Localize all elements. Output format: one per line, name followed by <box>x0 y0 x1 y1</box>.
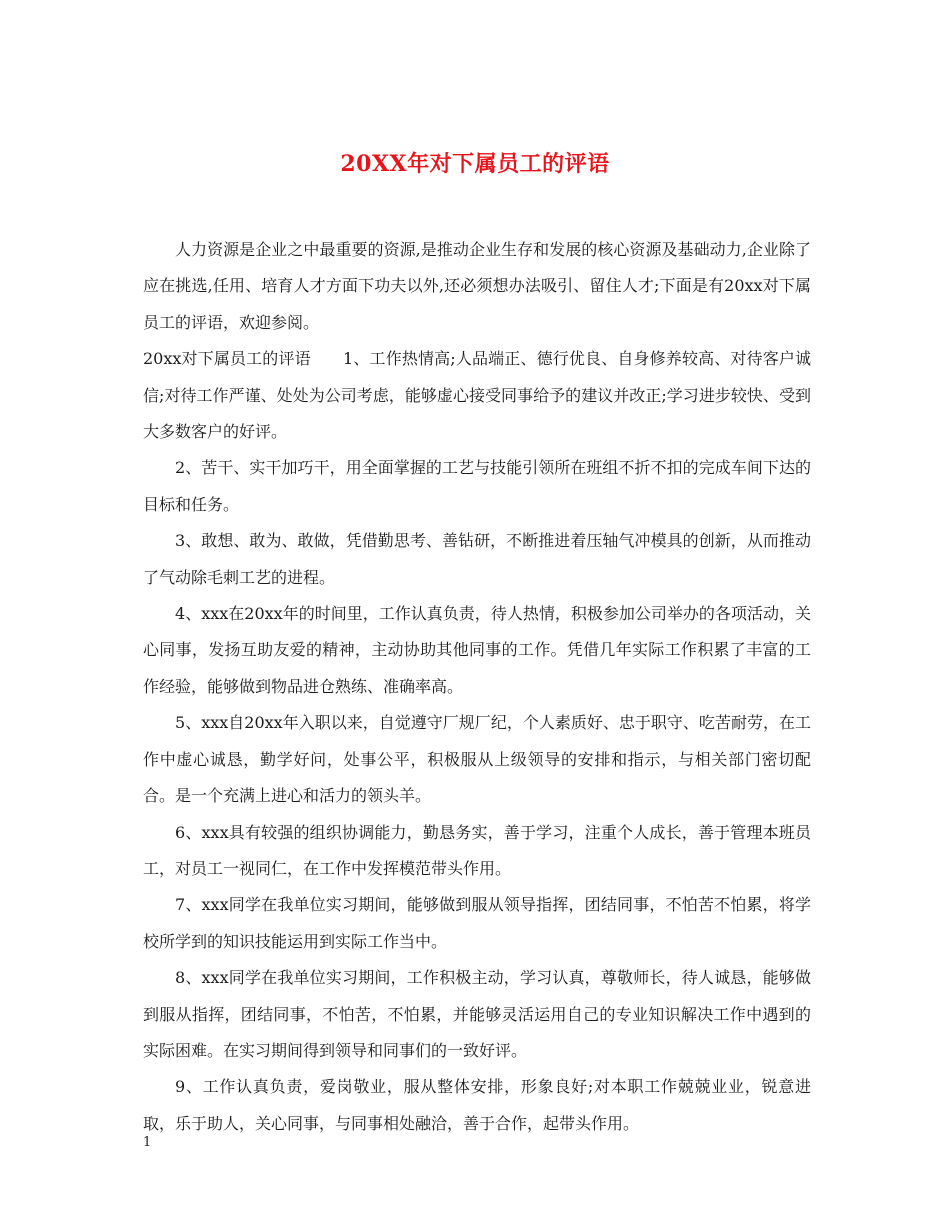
comment-paragraph-4: 4、xxx在20xx年的时间里，工作认真负责，待人热情，积极参加公司举办的各项活动，关心同事，发扬互助友爱的精神，主动协助其他同事的工作。凭借几年实际工作积累了丰富的工作经验，能够做到物品进仓熟练、准确率高。 <box>143 604 811 696</box>
comment-paragraph-6: 6、xxx具有较强的组织协调能力，勤恳务实，善于学习，注重个人成长，善于管理本班员工，对员工一视同仁，在工作中发挥模范带头作用。 <box>143 822 811 878</box>
comment-paragraph-3: 3、敢想、敢为、敢做，凭借勤思考、善钻研，不断推进着压轴气冲模具的创新，从而推动了气动除毛刺工艺的进程。 <box>143 531 811 587</box>
page-number: 1 <box>143 1135 152 1150</box>
comment-paragraph-5: 5、xxx自20xx年入职以来，自觉遵守厂规厂纪，个人素质好、忠于职守、吃苦耐劳，在工作中虚心诚恳，勤学好问，处事公平，积极服从上级领导的安排和指示，与相关部门密切配合。是一个充满上进心和活力的领头羊。 <box>143 713 811 806</box>
comment-paragraph-8: 8、xxx同学在我单位实习期间，工作积极主动，学习认真，尊敬师长，待人诚恳，能够做到服从指挥，团结同事，不怕苦，不怕累，并能够灵活运用自己的专业知识解决工作中遇到的实际困难。在实习期间得到领导和同事们的一致好评。 <box>143 968 811 1060</box>
comment-paragraph-9: 9、工作认真负责，爱岗敬业，服从整体安排，形象良好;对本职工作兢兢业业，锐意进取，乐于助人，关心同事，与同事相处融洽，善于合作，起带头作用。 <box>143 1077 811 1133</box>
document-body <box>143 232 811 1142</box>
document-title: 20XX年对下属员工的评语 <box>340 150 610 177</box>
comment-paragraph-7: 7、xxx同学在我单位实习期间，能够做到服从领导指挥，团结同事，不怕苦不怕累，将学校所学到的知识技能运用到实际工作当中。 <box>143 895 811 951</box>
intro-paragraph: 人力资源是企业之中最重要的资源,是推动企业生存和发展的核心资源及基础动力,企业除了应在挑选,任用、培育人才方面下功夫以外,还必须想办法吸引、留住人才;下面是有20xx对下属员工的评语，欢迎参阅。 <box>143 240 811 332</box>
comment-paragraph-1: 20xx对下属员工的评语 1、工作热情高;人品端正、德行优良、自身修养较高、对待客户诚信;对待工作严谨、处处为公司考虑，能够虚心接受同事给予的建议并改正;学习进步较快、受到大多数客户的好评。 <box>143 349 811 442</box>
comment-paragraph-2: 2、苦干、实干加巧干，用全面掌握的工艺与技能引领所在班组不折不扣的完成车间下达的目标和任务。 <box>143 458 811 514</box>
